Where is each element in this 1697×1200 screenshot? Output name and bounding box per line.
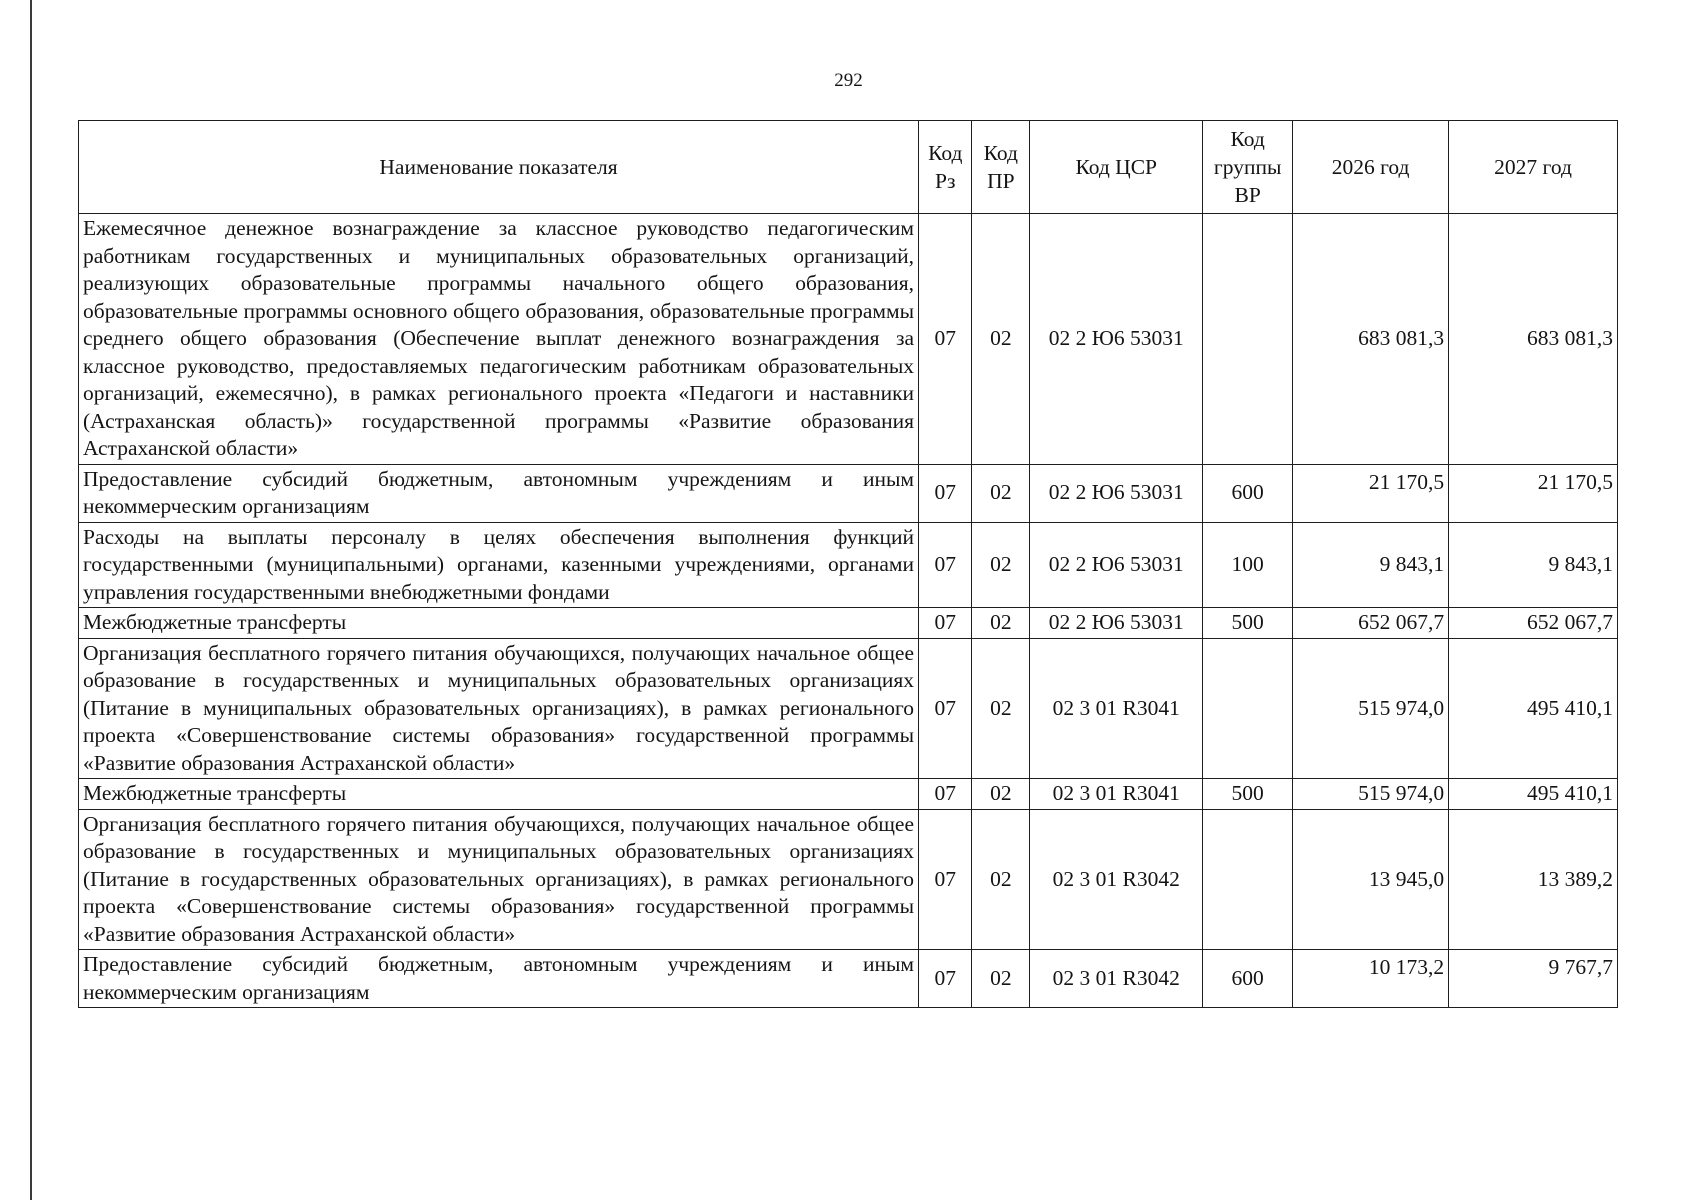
cell-name: Межбюджетные трансферты xyxy=(79,608,919,639)
cell-name: Предоставление субсидий бюджетным, автономным учреждениям и иным некоммерческим организациям xyxy=(79,950,919,1008)
cell-2027: 495 410,1 xyxy=(1449,638,1618,779)
cell-vr xyxy=(1203,809,1293,950)
cell-csr: 02 2 Ю6 53031 xyxy=(1030,608,1203,639)
cell-vr: 500 xyxy=(1203,608,1293,639)
cell-2027: 9 767,7 xyxy=(1449,950,1618,1008)
cell-name: Ежемесячное денежное вознаграждение за классное руководство педагогическим работникам государственных и муниципальных образовательных организаций, реализующих образовательные программы начального общего образования, образовательные программы основного общего образования, образовательные программы среднего общего образования (Обеспечение выплат денежного вознаграждения за классное руководство, предоставляемых педагогическим работникам образовательных организаций, ежемесячно), в рамках регионального проекта «Педагоги и наставники (Астраханская область)» государственной программы «Развитие образования Астраханской области» xyxy=(79,214,919,465)
cell-rz: 07 xyxy=(919,779,972,810)
cell-rz: 07 xyxy=(919,809,972,950)
header-pr: Код ПР xyxy=(972,121,1030,214)
table-row xyxy=(79,809,1618,950)
cell-2027: 9 843,1 xyxy=(1449,522,1618,608)
cell-2027: 652 067,7 xyxy=(1449,608,1618,639)
cell-vr: 600 xyxy=(1203,950,1293,1008)
table-row xyxy=(79,522,1618,608)
cell-pr: 02 xyxy=(972,950,1030,1008)
cell-vr xyxy=(1203,638,1293,779)
cell-name: Предоставление субсидий бюджетным, автономным учреждениям и иным некоммерческим организациям xyxy=(79,464,919,522)
table-row xyxy=(79,214,1618,465)
table-row xyxy=(79,464,1618,522)
cell-2026: 9 843,1 xyxy=(1293,522,1449,608)
cell-2027: 13 389,2 xyxy=(1449,809,1618,950)
cell-rz: 07 xyxy=(919,464,972,522)
header-2026: 2026 год xyxy=(1293,121,1449,214)
cell-pr: 02 xyxy=(972,214,1030,465)
cell-2027: 21 170,5 xyxy=(1449,464,1618,522)
table-header-row xyxy=(79,121,1618,214)
cell-pr: 02 xyxy=(972,608,1030,639)
cell-csr: 02 2 Ю6 53031 xyxy=(1030,214,1203,465)
cell-rz: 07 xyxy=(919,638,972,779)
cell-2026: 652 067,7 xyxy=(1293,608,1449,639)
cell-2026: 21 170,5 xyxy=(1293,464,1449,522)
cell-pr: 02 xyxy=(972,464,1030,522)
cell-2027: 495 410,1 xyxy=(1449,779,1618,810)
cell-csr: 02 3 01 R3042 xyxy=(1030,950,1203,1008)
header-rz: Код Рз xyxy=(919,121,972,214)
cell-csr: 02 3 01 R3041 xyxy=(1030,638,1203,779)
cell-2026: 515 974,0 xyxy=(1293,638,1449,779)
cell-2026: 683 081,3 xyxy=(1293,214,1449,465)
cell-name: Организация бесплатного горячего питания обучающихся, получающих начальное общее образование в государственных и муниципальных образовательных организациях (Питание в муниципальных образовательных организациях), в рамках регионального проекта «Совершенствование системы образования» государственной программы «Развитие образования Астраханской области» xyxy=(79,638,919,779)
table-row xyxy=(79,779,1618,810)
budget-table xyxy=(78,120,1618,1008)
cell-vr: 100 xyxy=(1203,522,1293,608)
cell-rz: 07 xyxy=(919,522,972,608)
cell-2027: 683 081,3 xyxy=(1449,214,1618,465)
table-row xyxy=(79,608,1618,639)
cell-rz: 07 xyxy=(919,608,972,639)
cell-rz: 07 xyxy=(919,214,972,465)
page-edge-rule xyxy=(30,0,32,1200)
cell-pr: 02 xyxy=(972,522,1030,608)
cell-name: Межбюджетные трансферты xyxy=(79,779,919,810)
table-row xyxy=(79,638,1618,779)
cell-pr: 02 xyxy=(972,809,1030,950)
cell-csr: 02 2 Ю6 53031 xyxy=(1030,522,1203,608)
cell-rz: 07 xyxy=(919,950,972,1008)
cell-2026: 515 974,0 xyxy=(1293,779,1449,810)
page-number: 292 xyxy=(834,70,863,91)
cell-csr: 02 2 Ю6 53031 xyxy=(1030,464,1203,522)
cell-name: Организация бесплатного горячего питания обучающихся, получающих начальное общее образование в государственных и муниципальных образовательных организациях (Питание в государственных образовательных организациях), в рамках регионального проекта «Совершенствование системы образования» государственной программы «Развитие образования Астраханской области» xyxy=(79,809,919,950)
header-csr: Код ЦСР xyxy=(1030,121,1203,214)
header-name: Наименование показателя xyxy=(79,121,919,214)
cell-2026: 13 945,0 xyxy=(1293,809,1449,950)
cell-name: Расходы на выплаты персоналу в целях обеспечения выполнения функций государственными (муниципальными) органами, казенными учреждениями, органами управления государственными внебюджетными фондами xyxy=(79,522,919,608)
table-row xyxy=(79,950,1618,1008)
cell-pr: 02 xyxy=(972,638,1030,779)
cell-csr: 02 3 01 R3042 xyxy=(1030,809,1203,950)
cell-vr: 600 xyxy=(1203,464,1293,522)
cell-vr xyxy=(1203,214,1293,465)
header-vr: Код группы ВР xyxy=(1203,121,1293,214)
header-2027: 2027 год xyxy=(1449,121,1618,214)
cell-csr: 02 3 01 R3041 xyxy=(1030,779,1203,810)
cell-2026: 10 173,2 xyxy=(1293,950,1449,1008)
cell-pr: 02 xyxy=(972,779,1030,810)
cell-vr: 500 xyxy=(1203,779,1293,810)
